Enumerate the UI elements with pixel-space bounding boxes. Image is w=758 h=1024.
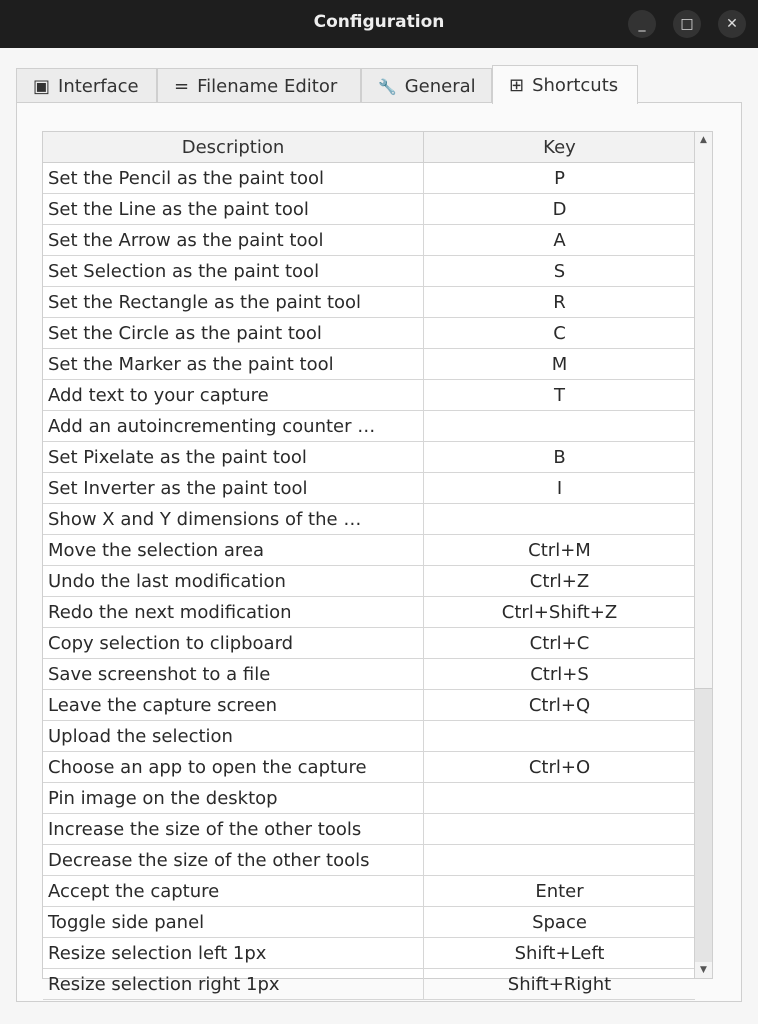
column-header-key[interactable]: Key xyxy=(543,136,576,158)
maximize-button[interactable]: □ xyxy=(673,10,701,38)
table-row[interactable] xyxy=(43,814,695,845)
tab-label: General xyxy=(404,76,476,97)
shortcut-description: Move the selection area xyxy=(43,535,424,565)
interface-icon: ▣ xyxy=(33,76,51,97)
table-row[interactable] xyxy=(43,256,695,287)
table-row[interactable] xyxy=(43,411,695,442)
shortcut-key[interactable]: Shift+Right xyxy=(507,973,612,995)
shortcut-key[interactable]: Ctrl+S xyxy=(530,663,589,685)
table-body xyxy=(43,163,695,1000)
shortcut-key[interactable]: M xyxy=(551,353,568,375)
shortcut-key[interactable] xyxy=(424,845,695,875)
scrollbar-thumb[interactable] xyxy=(695,148,712,689)
shortcut-description: Set the Marker as the paint tool xyxy=(43,349,424,379)
table-row[interactable] xyxy=(43,876,695,907)
shortcut-key[interactable]: S xyxy=(553,260,566,282)
shortcut-description: Add an autoincrementing counter … xyxy=(43,411,424,441)
shortcut-description: Set Selection as the paint tool xyxy=(43,256,424,286)
grid-icon: ⊞ xyxy=(509,74,525,96)
shortcut-description: Set Pixelate as the paint tool xyxy=(43,442,424,472)
scroll-down-arrow-icon[interactable]: ▼ xyxy=(695,962,712,978)
shortcut-description: Undo the last modification xyxy=(43,566,424,596)
close-button[interactable]: ✕ xyxy=(718,10,746,38)
table-row[interactable] xyxy=(43,225,695,256)
table-row[interactable] xyxy=(43,380,695,411)
table-row[interactable] xyxy=(43,783,695,814)
table-row[interactable] xyxy=(43,721,695,752)
shortcut-key[interactable]: Shift+Left xyxy=(514,942,605,964)
table-row[interactable] xyxy=(43,597,695,628)
shortcut-description: Choose an app to open the capture xyxy=(43,752,424,782)
shortcut-key[interactable] xyxy=(424,783,695,813)
tab-interface[interactable] xyxy=(16,68,157,104)
shortcut-description: Add text to your capture xyxy=(43,380,424,410)
tab-shortcuts[interactable] xyxy=(492,65,638,104)
shortcut-description: Leave the capture screen xyxy=(43,690,424,720)
shortcut-description: Increase the size of the other tools xyxy=(43,814,424,844)
shortcut-description: Save screenshot to a file xyxy=(43,659,424,689)
table-row[interactable] xyxy=(43,628,695,659)
table-row[interactable] xyxy=(43,442,695,473)
shortcut-key[interactable]: Ctrl+Q xyxy=(528,694,591,716)
vertical-scrollbar[interactable] xyxy=(694,132,712,978)
shortcut-description: Toggle side panel xyxy=(43,907,424,937)
shortcut-description: Show X and Y dimensions of the … xyxy=(43,504,424,534)
table-row[interactable] xyxy=(43,969,695,1000)
shortcut-description: Resize selection left 1px xyxy=(43,938,424,968)
shortcut-key[interactable] xyxy=(424,504,695,534)
shortcut-key[interactable]: Ctrl+O xyxy=(528,756,591,778)
table-row[interactable] xyxy=(43,907,695,938)
shortcut-key[interactable]: A xyxy=(553,229,566,251)
shortcut-key[interactable]: T xyxy=(554,384,565,406)
shortcut-description: Set Inverter as the paint tool xyxy=(43,473,424,503)
shortcut-description: Pin image on the desktop xyxy=(43,783,424,813)
lines-icon: = xyxy=(174,76,190,97)
table-row[interactable] xyxy=(43,690,695,721)
table-row[interactable] xyxy=(43,349,695,380)
table-row[interactable] xyxy=(43,752,695,783)
window-title: Configuration xyxy=(313,12,445,32)
title-bar xyxy=(0,0,758,48)
shortcut-key[interactable] xyxy=(424,814,695,844)
shortcut-key[interactable]: Ctrl+Shift+Z xyxy=(501,601,618,623)
shortcut-key[interactable]: Ctrl+C xyxy=(529,632,590,654)
shortcut-key[interactable]: P xyxy=(554,167,565,189)
minimize-button[interactable]: _ xyxy=(628,10,656,38)
tab-filename-editor[interactable] xyxy=(157,68,361,104)
shortcut-description: Accept the capture xyxy=(43,876,424,906)
table-row[interactable] xyxy=(43,287,695,318)
shortcut-description: Decrease the size of the other tools xyxy=(43,845,424,875)
table-row[interactable] xyxy=(43,163,695,194)
shortcut-description: Set the Rectangle as the paint tool xyxy=(43,287,424,317)
shortcut-key[interactable]: Ctrl+M xyxy=(528,539,591,561)
shortcut-key[interactable] xyxy=(424,411,695,441)
shortcut-description: Redo the next modification xyxy=(43,597,424,627)
tab-general[interactable] xyxy=(361,68,492,104)
table-row[interactable] xyxy=(43,473,695,504)
table-row[interactable] xyxy=(43,845,695,876)
shortcut-key[interactable]: Enter xyxy=(535,880,584,902)
shortcut-key[interactable]: Space xyxy=(532,911,587,933)
table-row[interactable] xyxy=(43,659,695,690)
shortcut-key[interactable]: C xyxy=(553,322,566,344)
column-header-description[interactable]: Description xyxy=(43,132,424,162)
shortcut-key[interactable]: R xyxy=(553,291,566,313)
table-row[interactable] xyxy=(43,504,695,535)
table-header xyxy=(43,132,695,163)
shortcut-key[interactable]: B xyxy=(553,446,566,468)
table-row[interactable] xyxy=(43,938,695,969)
shortcut-key[interactable] xyxy=(424,721,695,751)
tab-label: Interface xyxy=(58,76,139,97)
shortcut-description: Set the Pencil as the paint tool xyxy=(43,163,424,193)
shortcut-description: Set the Line as the paint tool xyxy=(43,194,424,224)
scroll-up-arrow-icon[interactable]: ▲ xyxy=(695,132,712,148)
shortcut-key[interactable]: D xyxy=(552,198,567,220)
table-row[interactable] xyxy=(43,566,695,597)
tab-label: Shortcuts xyxy=(532,74,619,96)
shortcut-description: Set the Circle as the paint tool xyxy=(43,318,424,348)
shortcuts-table xyxy=(42,131,713,995)
tab-bar xyxy=(16,66,638,103)
shortcut-description: Resize selection right 1px xyxy=(43,969,424,999)
shortcut-description: Copy selection to clipboard xyxy=(43,628,424,658)
shortcut-description: Set the Arrow as the paint tool xyxy=(43,225,424,255)
wrench-icon: 🔧 xyxy=(378,77,397,96)
tab-label: Filename Editor xyxy=(197,76,338,97)
shortcut-key[interactable]: I xyxy=(556,477,563,499)
shortcut-key[interactable]: Ctrl+Z xyxy=(529,570,590,592)
table-row[interactable] xyxy=(43,535,695,566)
shortcut-description: Upload the selection xyxy=(43,721,424,751)
table-row[interactable] xyxy=(43,194,695,225)
table-row[interactable] xyxy=(43,318,695,349)
